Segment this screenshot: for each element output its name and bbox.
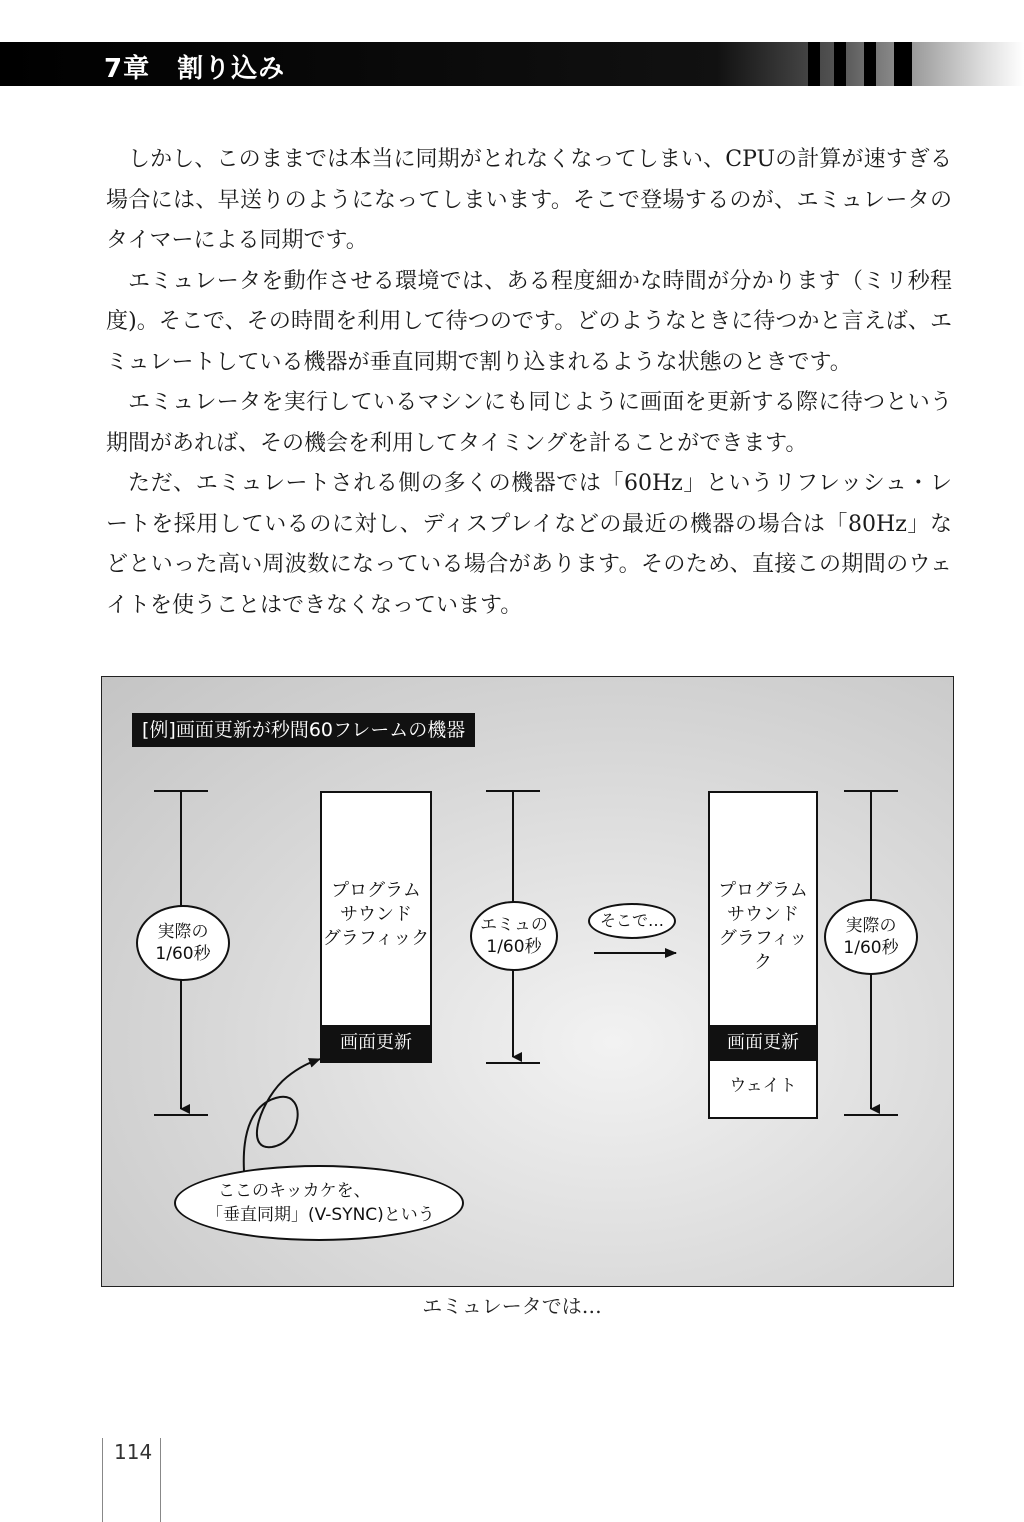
actual-time-bubble-left (136, 905, 230, 981)
emu-time-bubble (470, 901, 558, 971)
header-stripe (808, 42, 820, 86)
bubble-line: 1/60秒 (843, 938, 899, 958)
box-line: グラフィック (322, 928, 430, 949)
box-line: サウンド (340, 904, 412, 925)
box-line: プログラム (331, 880, 421, 901)
actual-time-bubble-right (824, 899, 918, 975)
chapter-header-bar (0, 42, 1024, 86)
note-line: 「垂直同期」(V-SYNC)という (206, 1205, 435, 1225)
transition-bubble: そこで… (588, 903, 676, 939)
box-line: グラフィック (718, 928, 808, 973)
screen-update-block: 画面更新 (710, 1025, 816, 1061)
box-line: サウンド (727, 904, 799, 925)
paragraph: しかし、このままでは本当に同期がとれなくなってしまい、CPUの計算が速すぎる場合には、早送りのようになってしまいます。そこで登場するのが、エミュレータのタイマーによる同期です。 (106, 147, 952, 253)
page-number: 114 (114, 1440, 153, 1464)
wait-block: ウェイト (729, 1076, 797, 1096)
vsync-pointer (244, 1059, 320, 1171)
timing-diagram (101, 676, 954, 1287)
header-stripe (834, 42, 846, 86)
frame-box-right (708, 791, 818, 1119)
figure-caption: エミュレータでは… (422, 1294, 602, 1318)
frame-box-left (320, 791, 432, 1063)
figure-label: [例]画面更新が秒間60フレームの機器 (132, 713, 475, 747)
screen-update-block: 画面更新 (322, 1025, 430, 1061)
bubble-line: 実際の (157, 922, 209, 942)
bubble-line: 1/60秒 (155, 944, 211, 964)
page-rule (102, 1438, 103, 1522)
box-line: プログラム (718, 880, 808, 901)
bubble-line: 実際の (845, 916, 897, 936)
bubble-line: 1/60秒 (486, 937, 542, 957)
vsync-note-bubble (174, 1165, 464, 1241)
paragraph: エミュレータを実行しているマシンにも同じように画面を更新する際に待つという期間があれば、その機会を利用してタイミングを計ることができます。 (106, 390, 952, 456)
header-stripe (864, 42, 876, 86)
body-text (106, 140, 952, 626)
paragraph: エミュレータを動作させる環境では、ある程度細かな時間が分かります（ミリ秒程度)。そこで、その時間を利用して待つのです。どのようなときに待つかと言えば、エミュレートしている機器が垂直同期で割り込まれるような状態のときです。 (106, 268, 952, 375)
header-stripe (894, 42, 912, 86)
page-rule (160, 1438, 161, 1522)
note-line: ここのキッカケを、 (218, 1181, 371, 1201)
paragraph: ただ、エミュレートされる側の多くの機器では「60Hz」というリフレッシュ・レートを採用しているのに対し、ディスプレイなどの最近の機器の場合は「80Hz」などといった高い周波数になっている場合があります。そのため、直接この期間のウェイトを使うことはできなくなっています。 (106, 471, 952, 618)
bubble-line: エミュの (480, 915, 548, 935)
chapter-title: 7章 割り込み (104, 54, 286, 84)
